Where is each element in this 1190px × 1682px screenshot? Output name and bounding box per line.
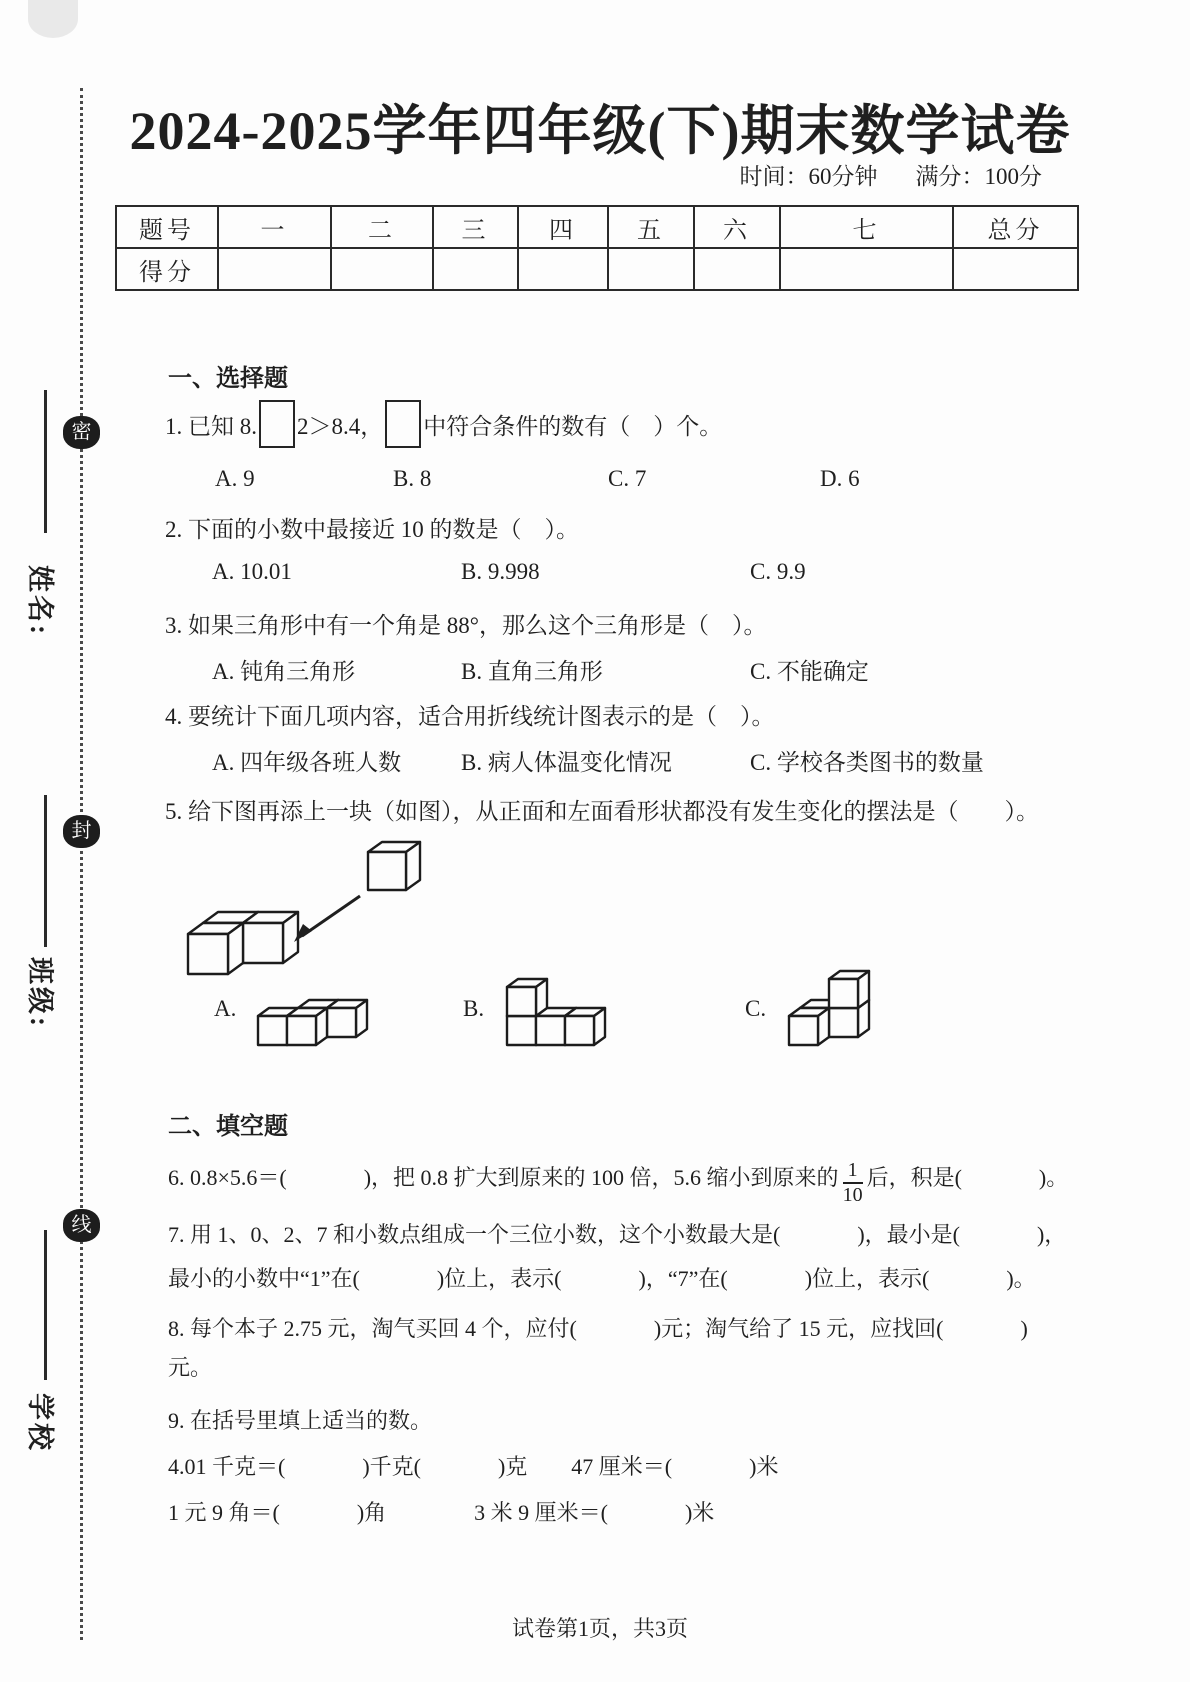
q1-pre: 1. 已知 8. — [165, 414, 257, 439]
score-table-cell: 题号 — [116, 206, 218, 248]
question-5: 5. 给下图再添上一块（如图），从正面和左面看形状都没有发生变化的摆法是（ ）。 — [165, 799, 1039, 824]
question-7-line2: 最小的小数中“1”在( )位上，表示( )，“7”在( )位上，表示( )。 — [168, 1266, 1036, 1291]
q1-options — [150, 466, 1090, 500]
q2-options — [150, 559, 1090, 593]
option-b-cubes — [501, 970, 636, 1054]
page-footer: 试卷第1页，共3页 — [511, 1616, 688, 1641]
seal-badge-mi: 密 — [63, 416, 100, 449]
score-label-cell: 得分 — [116, 248, 218, 290]
option-b: B. 直角三角形 — [461, 659, 603, 684]
q3-options — [150, 653, 1090, 687]
option-b: B. 9.998 — [461, 559, 540, 584]
name-label: 姓名: — [25, 565, 55, 637]
option-c: C. 7 — [608, 466, 647, 491]
question-8-line1: 8. 每个本子 2.75 元，淘气买回 4 个，应付( )元；淘气给了 15 元，应找回( ) — [168, 1316, 1028, 1341]
option-a: A. 四年级各班人数 — [212, 750, 402, 775]
seal-badge-xian: 线 — [63, 1209, 100, 1242]
question-4: 4. 要统计下面几项内容，适合用折线统计图表示的是（ ）。 — [165, 704, 775, 729]
score-table-cell: 七 — [780, 206, 953, 248]
option-b-label: B. — [463, 996, 485, 1021]
frac-numerator: 1 — [847, 1159, 858, 1181]
question-9-line1: 4.01 千克＝( )千克( )克 47 厘米＝( )米 — [168, 1454, 779, 1479]
school-blank-line — [44, 1230, 47, 1380]
page-title: 2024-2025学年四年级(下)期末数学试卷 — [129, 101, 1071, 161]
score-table-cell: 六 — [694, 206, 780, 248]
frac-denominator: 10 — [842, 1184, 863, 1206]
school-label: 学校 — [25, 1393, 55, 1453]
score-table-cell: 二 — [331, 206, 433, 248]
option-c: C. 学校各类图书的数量 — [750, 750, 984, 775]
option-a: A. 9 — [215, 466, 255, 491]
fraction-one-tenth — [843, 1160, 863, 1206]
option-b: B. 病人体温变化情况 — [461, 750, 672, 775]
option-c-label: C. — [745, 996, 767, 1021]
option-a-label: A. — [214, 996, 237, 1021]
q1-mid: 2＞8.4， — [297, 414, 384, 439]
question-6 — [168, 1160, 1093, 1206]
q1-post: 中符合条件的数有（ ）个。 — [423, 414, 723, 439]
option-a: A. 10.01 — [212, 559, 292, 584]
q6-post: 后，积是( )。 — [866, 1165, 1069, 1190]
question-1 — [165, 400, 722, 448]
question-9: 9. 在括号里填上适当的数。 — [168, 1408, 433, 1433]
score-table-cell: 一 — [218, 206, 331, 248]
option-d: D. 6 — [820, 466, 860, 491]
q6-pre: 6. 0.8×5.6＝( )，把 0.8 扩大到原来的 100 倍，5.6 缩小到原来的 — [168, 1165, 839, 1190]
score-table-cell: 五 — [608, 206, 694, 248]
section1-heading: 一、选择题 — [168, 366, 288, 392]
q5-figure — [170, 838, 490, 988]
option-c: C. 不能确定 — [750, 659, 869, 684]
score-table-cell: 四 — [518, 206, 608, 248]
arrow — [294, 896, 360, 942]
score-table-cell: 三 — [433, 206, 518, 248]
option-c-cubes — [783, 970, 918, 1054]
section2-heading: 二、填空题 — [168, 1114, 288, 1140]
class-label: 班级: — [25, 957, 55, 1029]
q4-options — [150, 744, 1090, 778]
class-blank-line — [44, 795, 47, 947]
exam-body — [150, 0, 1090, 1682]
option-a-cubes — [252, 970, 387, 1054]
full-score: 满分：100分 — [915, 164, 1042, 189]
score-table-cell: 总分 — [953, 206, 1078, 248]
question-7-line1: 7. 用 1、0、2、7 和小数点组成一个三位小数，这个小数最大是( )，最小是( )， — [168, 1222, 1067, 1247]
question-9-line2: 1 元 9 角＝( )角 3 米 9 厘米＝( )米 — [168, 1500, 715, 1525]
option-c: C. 9.9 — [750, 559, 806, 584]
q1-answer-box-2 — [385, 400, 421, 448]
q5-option-figures — [150, 968, 1090, 1063]
option-a: A. 钝角三角形 — [212, 659, 356, 684]
name-blank-line — [44, 390, 47, 533]
time-limit: 时间：60分钟 — [739, 164, 878, 189]
question-2: 2. 下面的小数中最接近 10 的数是（ ）。 — [165, 517, 579, 542]
scan-smudge — [28, 0, 78, 38]
q1-answer-box-1 — [259, 400, 295, 448]
seal-dotted-line — [80, 88, 83, 1640]
option-b: B. 8 — [393, 466, 432, 491]
cube-group-figure — [170, 838, 490, 988]
question-8-line2: 元。 — [168, 1355, 213, 1380]
seal-badge-feng: 封 — [63, 815, 100, 848]
question-3: 3. 如果三角形中有一个角是 88°，那么这个三角形是（ ）。 — [165, 613, 767, 638]
